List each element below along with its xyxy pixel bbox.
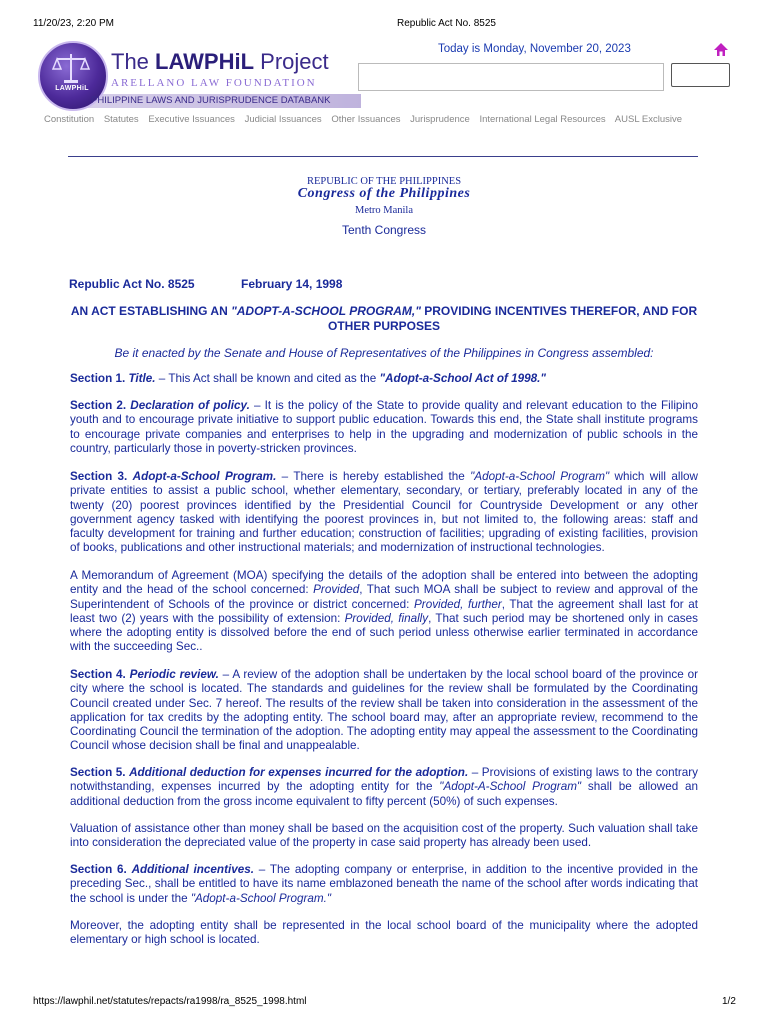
section-4: Section 4. Periodic review. – A review of the adoption shall be undertaken by the local school board of the province or city where the school is located. The standards and guidelines for the review shall be formulated by the Coordinating Council created under Sec. 7 hereof. The results of the review shall be taken into consideration in the assessment of the application for tax credits by the adopting entity. The school board may, after an appropriate review, recommend to the Coordinating Council the termination of the adoption. The adopting entity may appeal the assessment to the Coordinating Council whose decision shall be final and unappealable. — [70, 668, 698, 753]
site-title: The LAWPHiL Project — [111, 49, 329, 74]
databank-tagline: PHILIPPINE LAWS AND JURISPRUDENCE DATABANK — [91, 95, 331, 106]
scales-of-justice-icon — [51, 51, 91, 85]
representation-paragraph: Moreover, the adopting entity shall be represented in the local school board of the municipality where the adopted elementary or high school is located. — [70, 919, 698, 947]
print-datetime: 11/20/23, 2:20 PM — [33, 18, 114, 29]
section-6: Section 6. Additional incentives. – The adopting company or enterprise, in addition to the incentive provided in the preceding Sec., shall be entitled to have its name emblazoned beneath the name of the school after words indicating that the school is under the "Adopt-a-School Program." — [70, 863, 698, 905]
nav-judicial-issuances[interactable]: Judicial Issuances — [244, 114, 322, 125]
valuation-paragraph: Valuation of assistance other than money shall be based on the acquisition cost of the property. Such valuation shall take into consideration the depreciated value of the property in case said property has already been used. — [70, 822, 698, 850]
site-logo[interactable] — [33, 37, 353, 112]
nav-statutes[interactable]: Statutes — [103, 114, 139, 125]
section-1: Section 1. Title. – This Act shall be known and cited as the "Adopt-a-School Act of 1998." — [70, 372, 546, 385]
session-heading: Tenth Congress — [341, 223, 427, 237]
search-button[interactable] — [671, 63, 730, 87]
section-2: Section 2. Declaration of policy. – It is the policy of the State to provide quality and relevant education to the Filipino youth and to encourage private initiative to support public education. Towards this end, the State shall institute programs to encourage private companies and enterprises to help in the upgrading and modernization of public schools in the country, particularly those in poverty-stricken provinces. — [70, 399, 699, 455]
home-icon[interactable] — [713, 42, 729, 58]
print-title: Republic Act No. 8525 — [397, 18, 496, 29]
nav-international-legal-resources[interactable]: International Legal Resources — [479, 114, 606, 125]
metro-heading: Metro Manila — [354, 205, 414, 216]
enacting-clause: Be it enacted by the Senate and House of Representatives of the Philippines in Congress assembled: — [114, 346, 654, 360]
print-url: https://lawphil.net/statutes/repacts/ra1998/ra_8525_1998.html — [33, 996, 307, 1007]
moa-paragraph: A Memorandum of Agreement (MOA) specifying the details of the adoption shall be entered into between the adopting entity and the head of the school concerned: Provided, That such MOA shall be subject to review and approval of the Superintendent of Schools of the province or district concerned: Provided, further, That the agreement shall last for at least two (2) years with the possibility of extension: Provided, finally, That such period may be shortened only in cases where the adopting entity is dissolved before the end of such period unless otherwise earlier terminated in accordance with the succeeding Sec.. — [70, 569, 699, 654]
congress-heading: Congress of the Philippines — [297, 186, 471, 201]
today-date: Today is Monday, November 20, 2023 — [438, 43, 631, 55]
foundation-name: ARELLANO LAW FOUNDATION — [111, 77, 317, 89]
top-navigation — [44, 114, 689, 125]
divider — [68, 156, 698, 157]
nav-jurisprudence[interactable]: Jurisprudence — [410, 114, 470, 125]
nav-constitution[interactable]: Constitution — [44, 114, 95, 125]
logo-seal-text: LAWPHiL — [55, 85, 89, 92]
section-3: Section 3. Adopt-a-School Program. – There is hereby established the "Adopt-a-School Program" which will allow private entities to assist a public school, whether elementary, secondary, or tertiary, preferably located in any of the twenty (20) poorest provinces identified by the Presidential Council for Countryside Development or any other government agency tasked with identifying the poorest provinces in, but not limited to, the following areas: staff and faculty development for training and further education; construction of facilities; upgrading of existing facilities, provision of books, publications and other instructional materials; and modernization of instructional technologies. — [70, 470, 698, 555]
print-page-number: 1/2 — [722, 996, 736, 1007]
nav-other-issuances[interactable]: Other Issuances — [331, 114, 401, 125]
act-date: February 14, 1998 — [241, 277, 343, 291]
nav-executive-issuances[interactable]: Executive Issuances — [148, 114, 235, 125]
nav-ausl-exclusive[interactable]: AUSL Exclusive — [614, 114, 683, 125]
section-5: Section 5. Additional deduction for expenses incurred for the adoption. – Provisions of existing laws to the contrary notwithstanding, expenses incurred by the adopting entity for the "Adopt-A-School Program" shall be allowed an additional deduction from the gross income equivalent to fifty percent (50%) of such expenses. — [70, 766, 699, 808]
search-input[interactable] — [358, 63, 664, 91]
act-number: Republic Act No. 8525 — [69, 277, 195, 291]
republic-heading: REPUBLIC OF THE PHILIPPINES — [306, 176, 462, 187]
act-title: AN ACT ESTABLISHING AN "ADOPT-A-SCHOOL PROGRAM," PROVIDING INCENTIVES THEREFOR, AND FOR OTHER PURPOSES — [70, 304, 698, 333]
